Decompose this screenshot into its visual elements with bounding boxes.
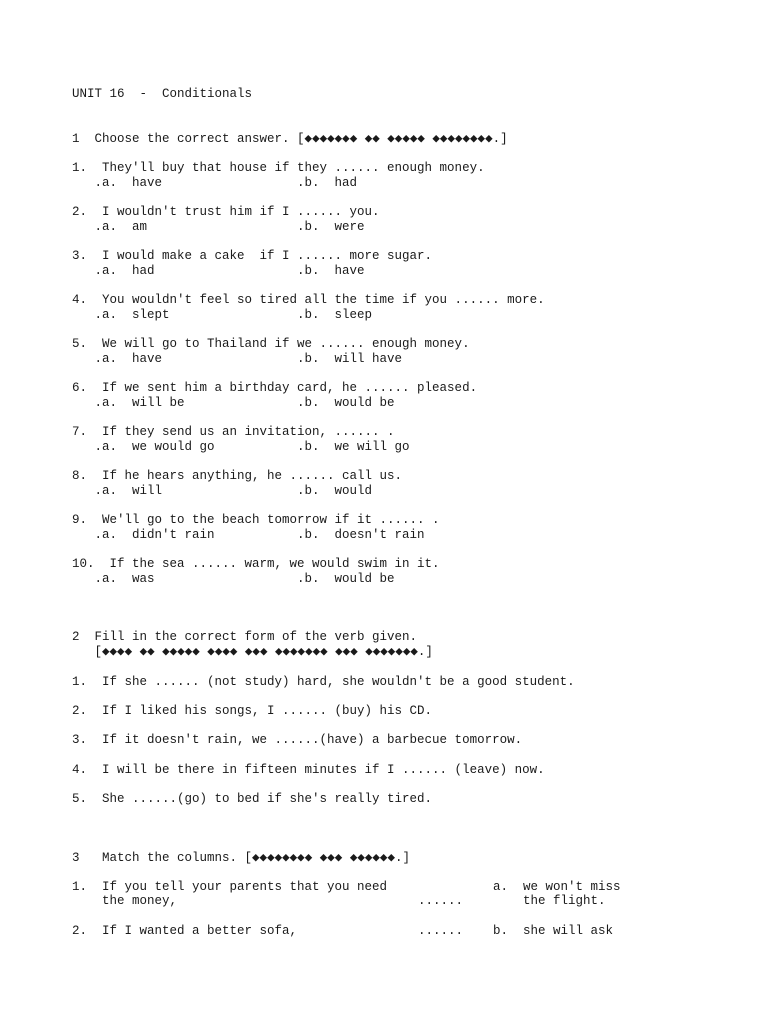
question-text: 2. I wouldn't trust him if I ...... you. <box>72 205 380 219</box>
fill-in-item: 2. If I liked his songs, I ...... (buy) his CD. <box>72 704 433 718</box>
unit-title: UNIT 16 - Conditionals <box>72 87 253 101</box>
fill-in-item: 5. She ......(go) to bed if she's really tired. <box>72 792 433 806</box>
section-2-heading: 2 Fill in the correct form of the verb given. <box>72 630 418 644</box>
option-b: .b. would be <box>297 572 395 586</box>
question-text: 7. If they send us an invitation, ...... . <box>72 425 395 439</box>
option-a: .a. have <box>72 176 163 190</box>
question-text: 9. We'll go to the beach tomorrow if it ...... . <box>72 513 440 527</box>
question-text: 10. If the sea ...... warm, we would swim in it. <box>72 557 440 571</box>
question-text: 1. They'll buy that house if they ...... enough money. <box>72 161 485 175</box>
option-a: .a. had <box>72 264 155 278</box>
question-text: 4. You wouldn't feel so tired all the time if you ...... more. <box>72 293 545 307</box>
section-3-heading: 3 Match the columns. [◆◆◆◆◆◆◆◆ ◆◆◆ ◆◆◆◆◆◆.] <box>72 851 410 865</box>
question-text: 8. If he hears anything, he ...... call us. <box>72 469 403 483</box>
section-1-heading: 1 Choose the correct answer. [◆◆◆◆◆◆◆ ◆◆ ◆◆◆◆◆ ◆◆◆◆◆◆◆◆.] <box>72 132 508 146</box>
match-blank: ...... <box>418 894 464 908</box>
match-right-text: b. she will ask <box>493 924 614 938</box>
match-right-text-cont: the flight. <box>493 894 606 908</box>
option-b: .b. would <box>297 484 373 498</box>
match-blank: ...... <box>418 924 464 938</box>
fill-in-item: 1. If she ...... (not study) hard, she wouldn't be a good student. <box>72 675 575 689</box>
option-a: .a. am <box>72 220 148 234</box>
option-a: .a. was <box>72 572 155 586</box>
option-a: .a. have <box>72 352 163 366</box>
question-text: 5. We will go to Thailand if we ...... enough money. <box>72 337 470 351</box>
option-a: .a. slept <box>72 308 170 322</box>
option-b: .b. would be <box>297 396 395 410</box>
option-b: .b. sleep <box>297 308 373 322</box>
option-b: .b. doesn't rain <box>297 528 425 542</box>
option-a: .a. will <box>72 484 163 498</box>
question-text: 6. If we sent him a birthday card, he ...... pleased. <box>72 381 478 395</box>
fill-in-item: 4. I will be there in fifteen minutes if I ...... (leave) now. <box>72 763 545 777</box>
option-a: .a. will be <box>72 396 185 410</box>
option-a: .a. didn't rain <box>72 528 215 542</box>
option-a: .a. we would go <box>72 440 215 454</box>
section-2-subheading: [◆◆◆◆ ◆◆ ◆◆◆◆◆ ◆◆◆◆ ◆◆◆ ◆◆◆◆◆◆◆ ◆◆◆ ◆◆◆◆◆◆◆.] <box>72 645 433 659</box>
match-left-text: 1. If you tell your parents that you need <box>72 880 388 894</box>
question-text: 3. I would make a cake if I ...... more sugar. <box>72 249 433 263</box>
option-b: .b. we will go <box>297 440 410 454</box>
option-b: .b. were <box>297 220 365 234</box>
option-b: .b. have <box>297 264 365 278</box>
fill-in-item: 3. If it doesn't rain, we ......(have) a barbecue tomorrow. <box>72 733 523 747</box>
match-left-text-cont: the money, <box>72 894 178 908</box>
match-left-text: 2. If I wanted a better sofa, <box>72 924 298 938</box>
option-b: .b. had <box>297 176 358 190</box>
match-right-text: a. we won't miss <box>493 880 621 894</box>
option-b: .b. will have <box>297 352 403 366</box>
